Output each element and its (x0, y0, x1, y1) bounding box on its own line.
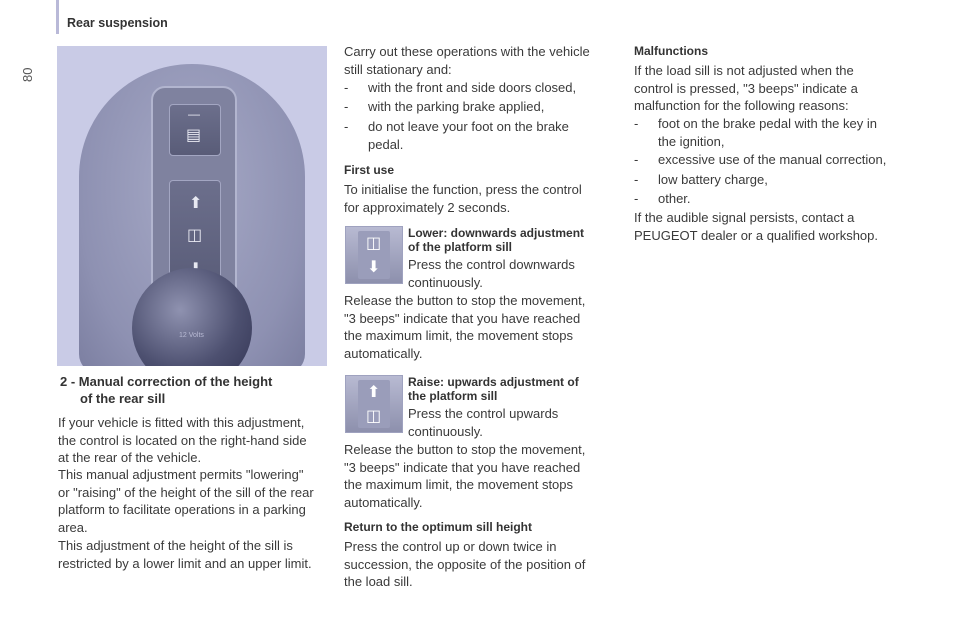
text-line: area. (58, 519, 88, 535)
section-title: Rear suspension (67, 16, 168, 30)
raise-heading: Raise: upwards adjustment of the platform sill (408, 375, 579, 403)
text-line: the control is located on the right-hand side (58, 432, 307, 448)
seat-icon: ▤ (186, 127, 202, 144)
socket-label: 12 Volts (179, 332, 204, 339)
malfunction-bullet: - low battery charge, (634, 172, 768, 187)
intro-paragraph (344, 43, 590, 78)
limit-paragraph (58, 537, 312, 572)
heading-line: of the rear sill (80, 391, 166, 406)
location-paragraph (58, 414, 307, 467)
first-use-heading: First use (344, 163, 395, 177)
condition-bullet: - do not leave your foot on the brake pedal. (344, 119, 569, 152)
lower-heading: Lower: downwards adjustment of the platform sill (408, 226, 585, 254)
text-line: for approximately 2 seconds. (344, 199, 511, 215)
text-line: at the rear of the vehicle. (58, 450, 202, 465)
raise-release-paragraph: Release the button to stop the movement, "3 beeps" indicate that you have reached the maximum limit, the movement stops automatically. (344, 442, 586, 510)
sill-icon: ◫ (187, 227, 203, 244)
return-paragraph: Press the control up or down twice in succession, the opposite of the position of the load sill. (344, 539, 586, 589)
lower-release-paragraph: Release the button to stop the movement, "3 beeps" indicate that you have reached the maximum limit, the movement stops automatically. (344, 293, 586, 361)
manual-correction-heading (60, 373, 272, 407)
sill-icon: ◫ (366, 235, 382, 252)
text-line: restricted by a lower limit and an upper limit. (58, 555, 312, 571)
raise-press-paragraph: Press the control upwards continuously. (408, 406, 559, 439)
text-line: To initialise the function, press the control (344, 182, 582, 197)
raise-control-icon (345, 375, 403, 433)
text-line: If your vehicle is fitted with this adjustment, (58, 415, 305, 430)
malfunctions-heading: Malfunctions (634, 44, 708, 58)
purpose-paragraph (58, 466, 314, 536)
malfunction-bullet: - foot on the brake pedal with the key in the ignition, (634, 116, 877, 149)
malfunction-bullet: - excessive use of the manual correction, (634, 152, 887, 167)
malfunctions-outro: If the audible signal persists, contact a PEUGEOT dealer or a qualified workshop. (634, 210, 878, 243)
lower-press-paragraph: Press the control downwards continuously. (408, 257, 575, 290)
sill-icon: ◫ (366, 408, 382, 425)
text-line: This manual adjustment permits "lowering" (58, 467, 304, 482)
heading-line: 2 - Manual correction of the height (60, 374, 273, 389)
condition-bullet: - with the parking brake applied, (344, 99, 545, 114)
text-line: Carry out these operations with the vehicle (344, 44, 590, 59)
arrow-up-icon: ⬆ (367, 384, 381, 401)
page-number: 80 (20, 67, 35, 82)
text-line: This adjustment of the height of the sill is (58, 538, 293, 553)
text-line: or "raising" of the height of the sill of the rear (58, 484, 314, 500)
malfunctions-intro: If the load sill is not adjusted when the control is pressed, "3 beeps" indicate a malfunction for the following reasons: (634, 63, 858, 113)
text-line: still stationary and: (344, 61, 452, 77)
arrow-up-icon: ⬆ (189, 195, 203, 212)
text-line: platform to facilitate operations in a parking (58, 502, 306, 517)
arrow-down-icon: ⬇ (367, 259, 381, 276)
return-heading: Return to the optimum sill height (344, 520, 532, 534)
control-photo (57, 46, 327, 366)
suspension-top-button: — ▤ (169, 104, 221, 156)
malfunction-bullet: - other. (634, 191, 691, 206)
page-accent-bar (56, 0, 59, 34)
first-use-paragraph (344, 181, 582, 216)
lower-control-icon (345, 226, 403, 284)
condition-bullet: - with the front and side doors closed, (344, 80, 577, 95)
